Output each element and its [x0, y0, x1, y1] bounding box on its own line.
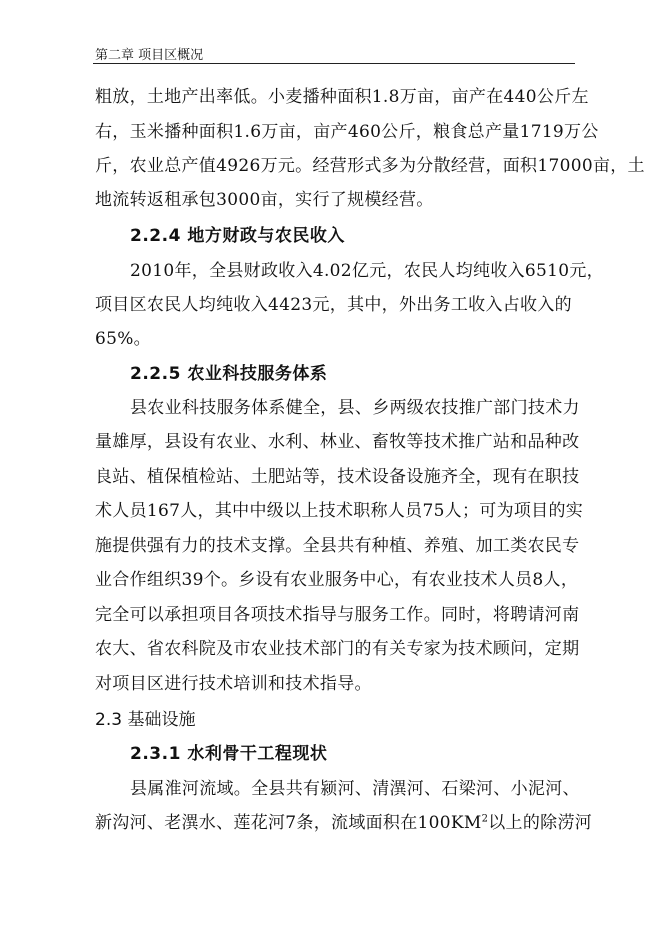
body-line: 县属淮河流域。全县共有颍河、清潩河、石梁河、小泥河、	[130, 779, 580, 799]
body-line: 粗放，土地产出率低。小麦播种面积1.8万亩，亩产在440公斤左	[95, 87, 589, 107]
body-line: 量雄厚，县设有农业、水利、林业、畜牧等技术推广站和品种改	[95, 432, 580, 452]
body-line: 施提供强有力的技术支撑。全县共有种植、养殖、加工类农民专	[95, 536, 580, 556]
body-line: 对项目区进行技术培训和技术指导。	[95, 674, 372, 694]
body-line: 农大、省农科院及市农业技术部门的有关专家为技术顾问，定期	[95, 639, 580, 659]
body-line: 术人员167人，其中中级以上技术职称人员75人；可为项目的实	[95, 501, 584, 521]
superscript: 2	[481, 813, 489, 825]
section-heading-2-2-4: 2.2.4 地方财政与农民收入	[130, 226, 345, 246]
header-rule	[93, 63, 575, 64]
body-line: 项目区农民人均纯收入4423元，其中，外出务工收入占收入的	[95, 295, 572, 315]
section-heading-2-2-5: 2.2.5 农业科技服务体系	[130, 364, 328, 384]
body-line: 业合作组织39个。乡设有农业服务中心，有农业技术人员8人，	[95, 570, 579, 590]
body-line: 斤，农业总产值4926万元。经营形式多为分散经营，面积17000亩，土	[95, 156, 645, 176]
body-line	[95, 812, 592, 834]
body-line: 右，玉米播种面积1.6万亩，亩产460公斤，粮食总产量1719万公	[95, 122, 599, 142]
section-heading-2-3-1: 2.3.1 水利骨干工程现状	[130, 744, 328, 764]
body-line: 2010年，全县财政收入4.02亿元，农民人均纯收入6510元，	[130, 261, 604, 281]
body-text: 新沟河、老潩水、莲花河7条，流域面积在100KM	[95, 813, 482, 833]
body-line: 县农业科技服务体系健全，县、乡两级农技推广部门技术力	[130, 398, 580, 418]
body-line: 65%。	[95, 329, 151, 349]
body-line: 良站、植保植检站、土肥站等，技术设备设施齐全，现有在职技	[95, 467, 580, 487]
chapter-header: 第二章 项目区概况	[95, 48, 204, 63]
section-heading-2-3: 2.3 基础设施	[95, 710, 196, 730]
body-line: 地流转返租承包3000亩，实行了规模经营。	[95, 190, 434, 210]
body-line: 完全可以承担项目各项技术指导与服务工作。同时，将聘请河南	[95, 605, 580, 625]
body-text: 以上的除涝河	[488, 813, 593, 833]
